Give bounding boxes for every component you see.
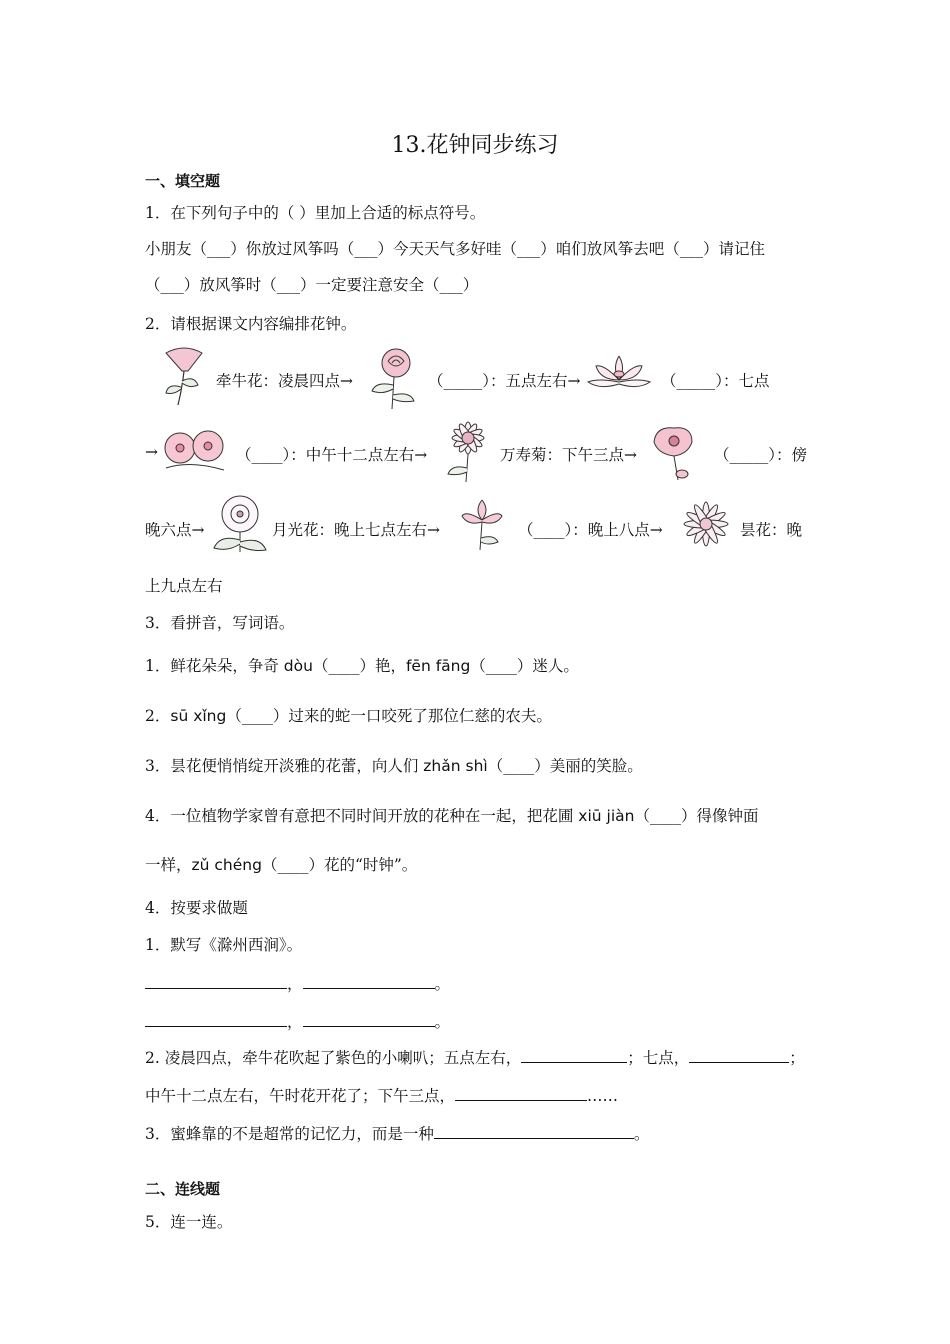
q4-s2-end: ； [789,1049,805,1067]
answer-blank[interactable] [145,1012,287,1027]
q2-row2-arrow: → [145,443,158,461]
answer-blank[interactable] [689,1048,789,1063]
q3-s1-blank1: （____）艳， [312,657,406,675]
q4-s2-text2: 中午十二点左右，午时花开花了；下午三点， [145,1087,456,1105]
q3-s2-text: （____）过来的蛇一口咬死了那位仁慈的农夫。 [226,707,552,725]
lotus-icon [586,350,652,398]
q3-sentence4-cont [145,853,417,875]
poem-line1 [145,972,450,994]
q2-row4: 上九点左右 [145,577,223,595]
epiphyllum-icon [676,498,736,550]
q4-s2-ellipsis: …… [587,1087,619,1105]
q4-s1: 1．默写《滁州西涧》。 [145,936,303,954]
q4-s2-line2 [145,1084,618,1106]
section-fill-blank-heading: 一、填空题 [145,172,221,190]
q2-row3-d: 昙花：晚 [740,521,803,539]
poem-line2 [145,1010,450,1032]
q3-stem: 3．看拼音，写词语。 [145,614,295,632]
period: 。 [434,1013,451,1031]
chrysanthemum-icon [438,418,498,484]
answer-blank[interactable] [145,974,287,989]
q3-s4-cont-tail: （____）花的“时钟”。 [261,856,418,874]
q2-row1-a: 牵牛花：凌晨四点→ [216,372,353,390]
q2-stem: 2．请根据课文内容编排花钟。 [145,315,357,333]
q3-s4-text: 4．一位植物学家曾有意把不同时间开放的花种在一起，把花圃 [145,807,579,825]
q4-s2-mid: ；七点， [627,1049,690,1067]
q4-s2-text: 2. 凌晨四点，牵牛花吹起了紫色的小喇叭；五点左右， [145,1049,522,1067]
q2-row2-d: （_____）：傍 [714,446,808,464]
q2-row1-c: （_____）：七点 [661,372,770,390]
q2-row3-c: （____）：晚上八点→ [518,521,663,539]
carnation-icon [648,422,698,482]
answer-blank[interactable] [303,974,435,989]
q3-s4-pinyin: xiū jiàn [578,807,635,825]
q1-line1: 小朋友（___）你放过风筝吗（___）今天天气多好哇（___）咱们放风筝去吧（___）请记住 [145,240,766,258]
rose-icon [366,345,422,411]
q3-s4-cont-text: 一样， [145,856,192,874]
q4-s3 [145,1122,649,1144]
morning-glory-icon [160,345,208,407]
q3-sentence2 [145,704,552,726]
q2-row3-b: 月光花：晚上七点左右→ [272,521,440,539]
q3-s4-pinyin2: zǔ chéng [191,856,262,874]
q2-row3-a: 晚六点→ [145,521,205,539]
q3-s3-pinyin: zhǎn shì [423,757,488,775]
small-flower-icon [458,496,506,552]
q3-s1-blank2: （____）迷人。 [470,657,579,675]
q3-s1-pinyin1: dòu [283,657,313,675]
q2-row2-c: 万寿菊：下午三点→ [500,446,637,464]
answer-blank[interactable] [303,1012,435,1027]
q4-s3-text: 3．蜜蜂靠的不是超常的记忆力，而是一种 [145,1125,434,1143]
q1-stem: 1．在下列句子中的（ ）里加上合适的标点符号。 [145,204,486,222]
comma: ， [287,975,303,993]
answer-blank[interactable] [434,1124,634,1139]
q3-s2-pinyin: sū xǐng [170,707,227,725]
q2-row1-b: （_____）：五点左右→ [428,372,581,390]
q3-s4-tail: （____）得像钟面 [634,807,759,825]
q3-s3-text: 3．昙花便悄悄绽开淡雅的花蕾，向人们 [145,757,424,775]
q4-stem: 4．按要求做题 [145,899,248,917]
comma: ， [287,1013,303,1031]
q3-sentence3 [145,754,643,776]
q3-s2-num: 2． [145,707,171,725]
q3-sentence4 [145,804,758,826]
pink-flowers-icon [160,428,230,474]
page-title: 13.花钟同步练习 [391,133,559,158]
q1-line2: （___）放风筝时（___）一定要注意安全（___） [145,276,479,294]
q4-s2-line1 [145,1046,805,1068]
answer-blank[interactable] [521,1048,627,1063]
moonflower-icon [210,492,270,554]
q3-s3-tail: （____）美丽的笑脸。 [487,757,643,775]
q3-sentence1 [145,654,579,676]
answer-blank[interactable] [455,1086,587,1101]
q3-s1-pinyin2: fēn fāng [405,657,471,675]
q3-s1-text: 1．鲜花朵朵，争奇 [145,657,284,675]
q5-stem: 5．连一连。 [145,1213,233,1231]
section-matching-heading: 二、连线题 [145,1180,221,1198]
q4-s3-end: 。 [633,1125,650,1143]
period: 。 [434,975,451,993]
q2-row2-b: （____）：中午十二点左右→ [236,446,428,464]
